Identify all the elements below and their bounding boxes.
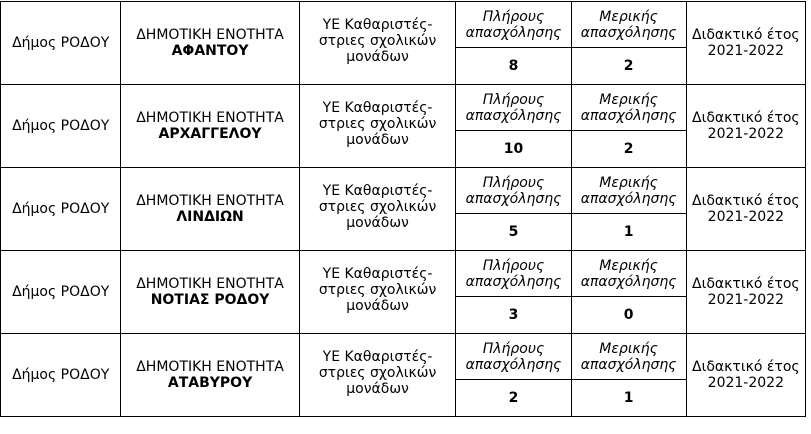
- unit-name: ΛΙΝΔΙΩΝ: [176, 209, 244, 225]
- role-line-3: μονάδων: [346, 132, 409, 148]
- full-time-label-line-1: Πλήρους: [482, 8, 545, 25]
- full-time-label-line-1: Πλήρους: [482, 257, 545, 274]
- unit-name: ΝΟΤΙΑΣ ΡΟΔΟΥ: [150, 292, 270, 308]
- part-time-label-line-1: Μερικής: [599, 174, 658, 191]
- unit-cell: [121, 251, 299, 334]
- unit-label: ΔΗΜΟΤΙΚΗ ΕΝΟΤΗΤΑ: [136, 27, 284, 43]
- unit-name: ΑΦΑΝΤΟΥ: [171, 43, 249, 59]
- part-time-count: 2: [571, 48, 686, 85]
- school-year-label: Διδακτικό έτος: [692, 276, 800, 292]
- municipality-cell: [1, 334, 121, 417]
- part-time-label-line-2: απασχόλησης: [580, 24, 677, 41]
- role-line-2: στριες σχολικών: [318, 282, 437, 298]
- full-time-label-line-2: απασχόλησης: [465, 107, 562, 124]
- full-time-header: [456, 168, 571, 214]
- school-year-value: 2021-2022: [707, 126, 784, 142]
- part-time-label-line-2: απασχόλησης: [580, 190, 677, 207]
- unit-name: ΑΡΧΑΓΓΕΛΟΥ: [158, 126, 262, 142]
- unit-cell: [121, 2, 299, 85]
- unit-label: ΔΗΜΟΤΙΚΗ ΕΝΟΤΗΤΑ: [136, 110, 284, 126]
- role-text: [300, 17, 456, 69]
- part-time-count: 1: [571, 214, 686, 251]
- part-time-label-line-2: απασχόλησης: [580, 356, 677, 373]
- school-year-cell: [686, 85, 805, 168]
- unit-cell: [121, 168, 299, 251]
- unit-label: ΔΗΜΟΤΙΚΗ ΕΝΟΤΗΤΑ: [136, 359, 284, 375]
- school-year-cell: [686, 168, 805, 251]
- role-cell: [299, 85, 456, 168]
- full-time-label-line-2: απασχόλησης: [465, 190, 562, 207]
- municipality-cell: [1, 2, 121, 85]
- role-text: [300, 349, 456, 401]
- part-time-label-line-2: απασχόλησης: [580, 273, 677, 290]
- school-year-label: Διδακτικό έτος: [692, 359, 800, 375]
- part-time-label-line-1: Μερικής: [599, 340, 658, 357]
- municipality-text: Δήμος ΡΟΔΟΥ: [12, 367, 110, 383]
- part-time-label-line-2: απασχόλησης: [580, 107, 677, 124]
- school-year-label: Διδακτικό έτος: [692, 110, 800, 126]
- part-time-label-line-1: Μερικής: [599, 257, 658, 274]
- role-line-2: στριες σχολικών: [318, 116, 437, 132]
- full-time-count: 10: [456, 131, 571, 168]
- full-time-count: 8: [456, 48, 571, 85]
- school-year-label: Διδακτικό έτος: [692, 193, 800, 209]
- role-line-1: ΥΕ Καθαριστές-: [322, 100, 433, 116]
- role-text: [300, 100, 456, 152]
- municipality-text: Δήμος ΡΟΔΟΥ: [12, 284, 110, 300]
- full-time-header: [456, 2, 571, 48]
- role-text: [300, 183, 456, 235]
- part-time-label-line-1: Μερικής: [599, 91, 658, 108]
- role-text: [300, 266, 456, 318]
- part-time-label-line-1: Μερικής: [599, 8, 658, 25]
- municipality-text: Δήμος ΡΟΔΟΥ: [12, 35, 110, 51]
- municipality-cell: [1, 168, 121, 251]
- school-year-value: 2021-2022: [707, 209, 784, 225]
- role-line-1: ΥΕ Καθαριστές-: [322, 17, 433, 33]
- role-line-3: μονάδων: [346, 381, 409, 397]
- table-body: [1, 2, 806, 417]
- full-time-label-line-1: Πλήρους: [482, 340, 545, 357]
- municipality-text: Δήμος ΡΟΔΟΥ: [12, 118, 110, 134]
- full-time-label-line-2: απασχόλησης: [465, 356, 562, 373]
- municipality-cell: [1, 85, 121, 168]
- part-time-header: [571, 168, 686, 214]
- role-line-3: μονάδων: [346, 49, 409, 65]
- school-year-value: 2021-2022: [707, 43, 784, 59]
- unit-label: ΔΗΜΟΤΙΚΗ ΕΝΟΤΗΤΑ: [136, 193, 284, 209]
- part-time-header: [571, 334, 686, 380]
- full-time-label-line-1: Πλήρους: [482, 91, 545, 108]
- full-time-count: 5: [456, 214, 571, 251]
- part-time-header: [571, 85, 686, 131]
- municipality-cell: [1, 251, 121, 334]
- unit-cell: [121, 334, 299, 417]
- part-time-header: [571, 251, 686, 297]
- school-year-cell: [686, 2, 805, 85]
- role-line-1: ΥΕ Καθαριστές-: [322, 183, 433, 199]
- full-time-label-line-1: Πλήρους: [482, 174, 545, 191]
- school-year-value: 2021-2022: [707, 292, 784, 308]
- municipality-text: Δήμος ΡΟΔΟΥ: [12, 201, 110, 217]
- role-cell: [299, 251, 456, 334]
- full-time-header: [456, 85, 571, 131]
- role-line-2: στριες σχολικών: [318, 199, 437, 215]
- part-time-count: 0: [571, 297, 686, 334]
- full-time-count: 2: [456, 380, 571, 417]
- full-time-header: [456, 334, 571, 380]
- school-year-cell: [686, 251, 805, 334]
- role-line-2: στριες σχολικών: [318, 365, 437, 381]
- role-cell: [299, 2, 456, 85]
- unit-cell: [121, 85, 299, 168]
- school-year-cell: [686, 334, 805, 417]
- role-cell: [299, 334, 456, 417]
- role-line-3: μονάδων: [346, 298, 409, 314]
- part-time-count: 2: [571, 131, 686, 168]
- role-cell: [299, 168, 456, 251]
- role-line-3: μονάδων: [346, 215, 409, 231]
- part-time-count: 1: [571, 380, 686, 417]
- part-time-header: [571, 2, 686, 48]
- full-time-label-line-2: απασχόλησης: [465, 273, 562, 290]
- unit-label: ΔΗΜΟΤΙΚΗ ΕΝΟΤΗΤΑ: [136, 276, 284, 292]
- school-year-value: 2021-2022: [707, 375, 784, 391]
- staffing-table: [0, 1, 806, 417]
- role-line-1: ΥΕ Καθαριστές-: [322, 349, 433, 365]
- role-line-2: στριες σχολικών: [318, 33, 437, 49]
- full-time-label-line-2: απασχόλησης: [465, 24, 562, 41]
- full-time-header: [456, 251, 571, 297]
- unit-name: ΑΤΑΒΥΡΟΥ: [167, 375, 253, 391]
- full-time-count: 3: [456, 297, 571, 334]
- school-year-label: Διδακτικό έτος: [692, 27, 800, 43]
- role-line-1: ΥΕ Καθαριστές-: [322, 266, 433, 282]
